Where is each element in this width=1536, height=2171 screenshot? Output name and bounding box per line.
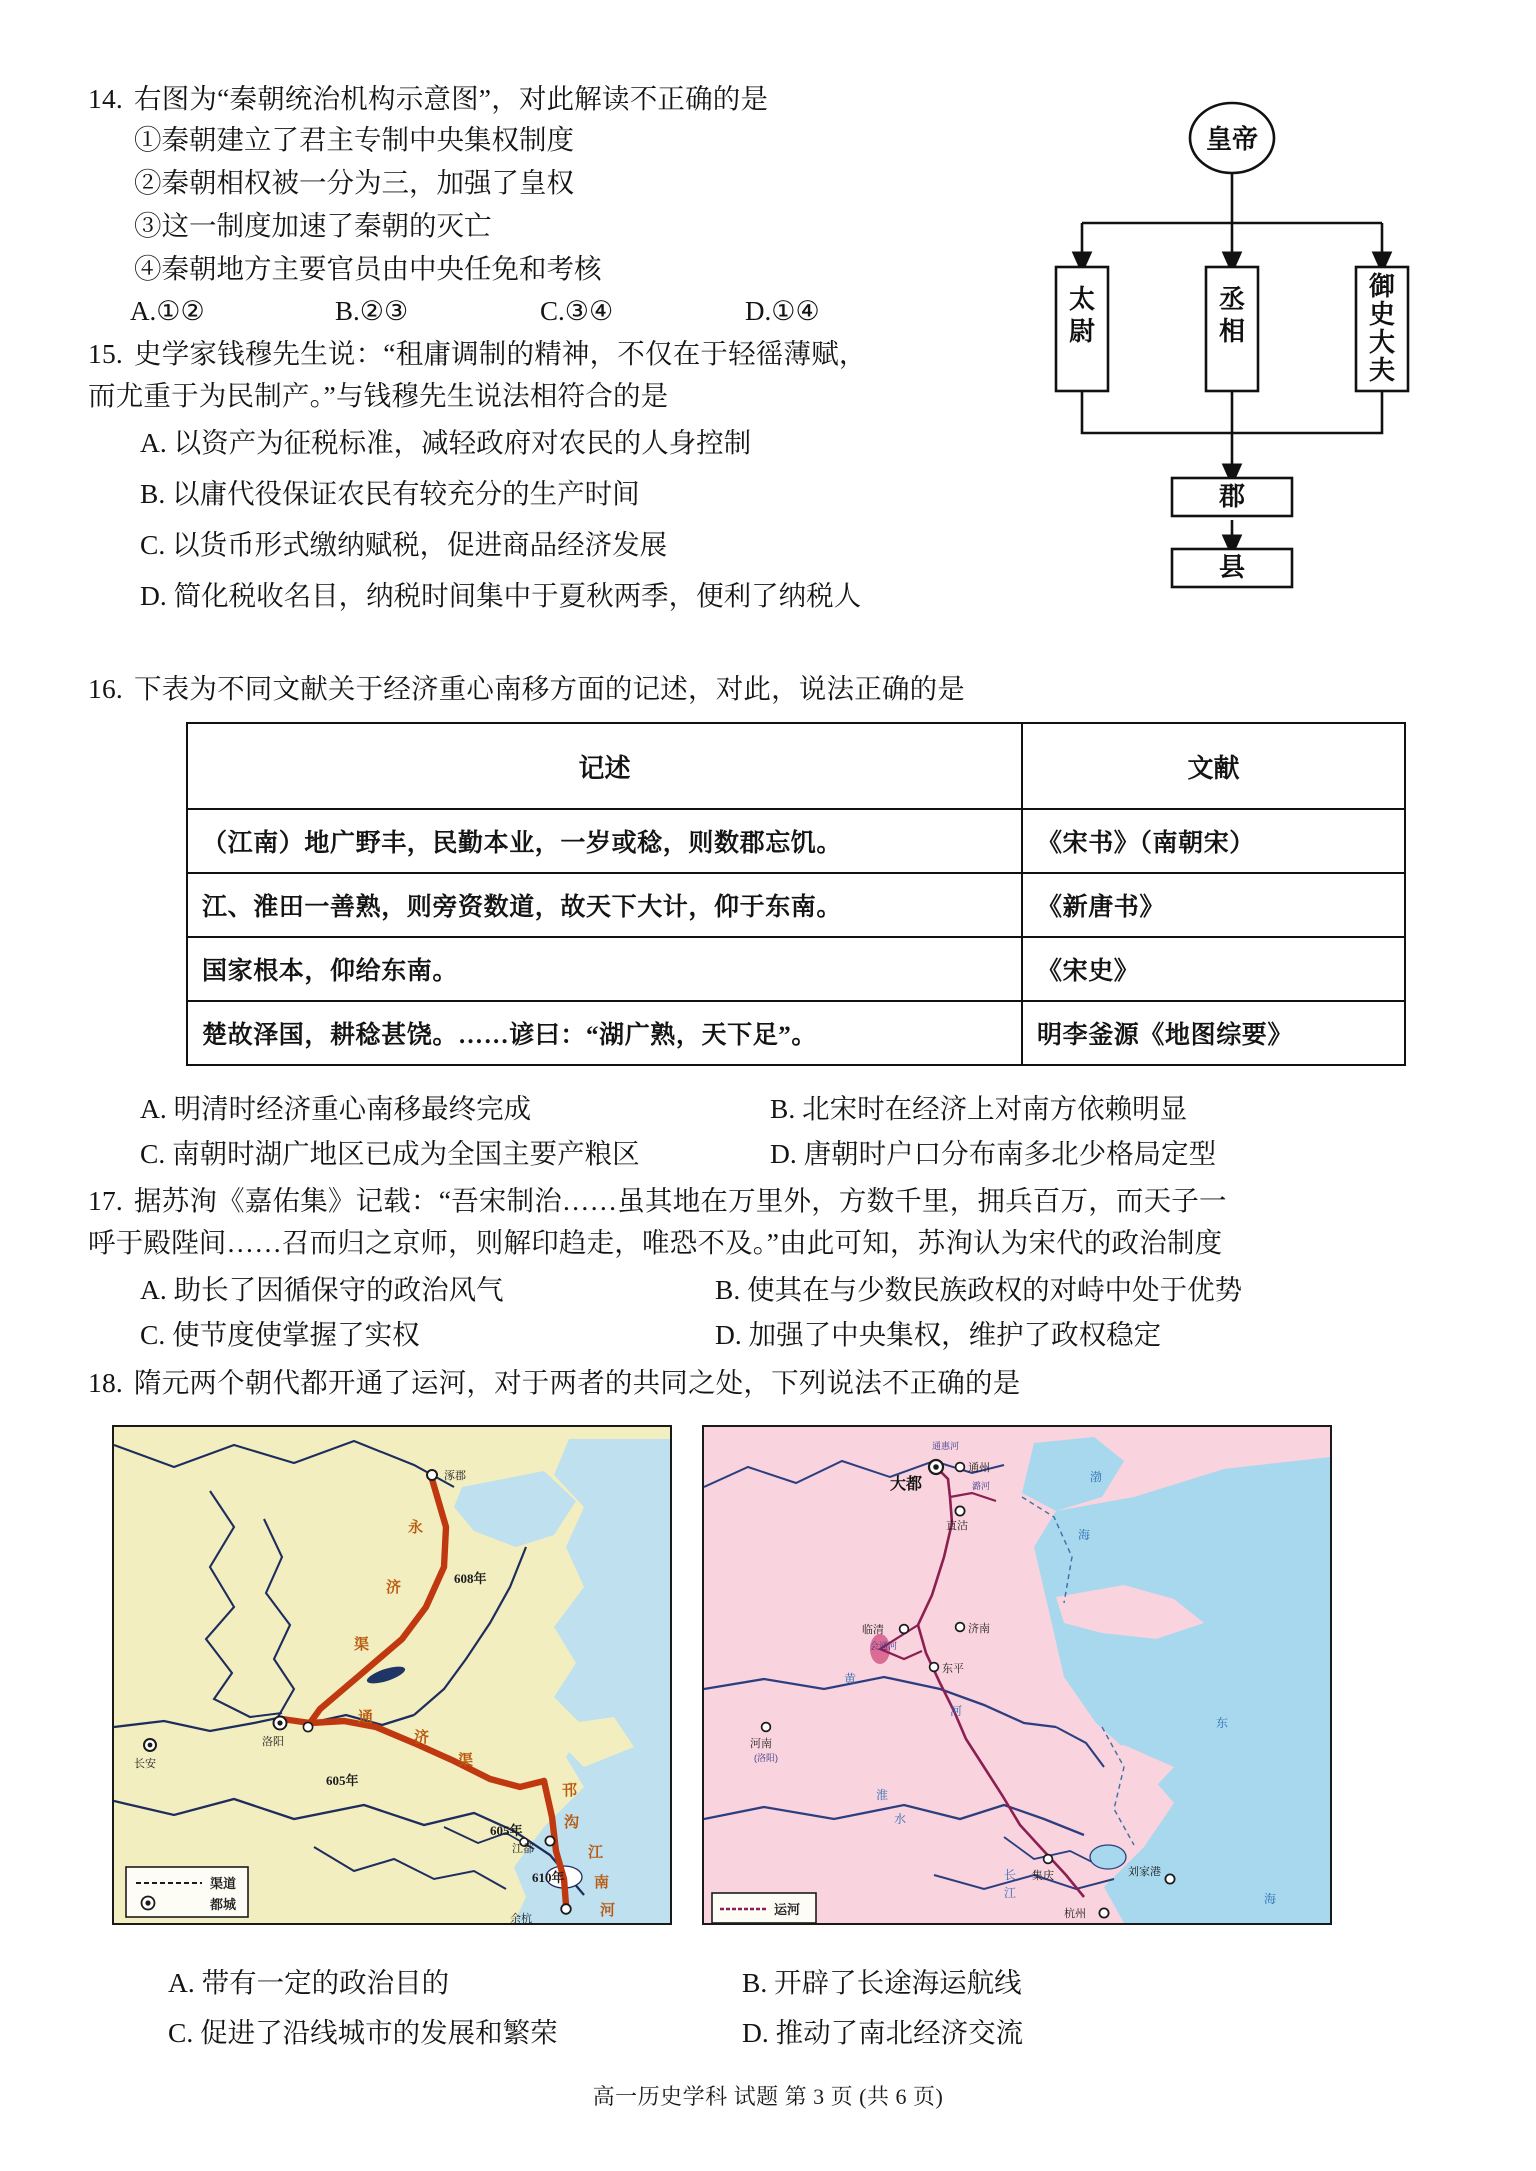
question-16-stem xyxy=(88,668,965,710)
table-row xyxy=(187,809,1405,873)
city-label-hangzhou: 杭州 xyxy=(1064,1908,1086,1920)
question-15-text-1: 史学家钱穆先生说：“租庸调制的精神，不仅在于轻徭薄赋， xyxy=(134,338,867,369)
city-marker-dongping xyxy=(930,1663,939,1672)
question-16-option-d[interactable]: D. 唐朝时户口分布南多北少格局定型 xyxy=(770,1138,1217,1169)
water-label-shui: 水 xyxy=(894,1812,907,1826)
question-15-option-b[interactable]: B. 以庸代役保证农民有较充分的生产时间 xyxy=(140,478,640,509)
question-14-option-b[interactable]: B.②③ xyxy=(335,296,409,326)
qin-government-structure-diagram xyxy=(1020,95,1440,535)
question-17-option-b[interactable]: B. 使其在与少数民族政权的对峙中处于优势 xyxy=(715,1274,1243,1305)
city-label-zhuojun: 涿郡 xyxy=(444,1470,466,1482)
legend-label-canal-yuan: 运河 xyxy=(774,1902,801,1917)
table-header-row xyxy=(187,723,1405,809)
year-label-608: 608年 xyxy=(454,1571,487,1586)
question-14-statement-3: ③这一制度加速了秦朝的灭亡 xyxy=(134,210,492,241)
legend-label-canal: 渠道 xyxy=(210,1876,237,1891)
table-row xyxy=(187,1001,1405,1065)
question-14-option-a[interactable]: A.①② xyxy=(130,296,205,326)
canal-label-tongji-char3: 渠 xyxy=(458,1752,474,1769)
canal-label-huitong: 会通河 xyxy=(870,1641,898,1651)
question-18-option-b[interactable]: B. 开辟了长途海运航线 xyxy=(742,1967,1022,1998)
city-marker-zhigu xyxy=(955,1506,964,1515)
year-label-605-a: 605年 xyxy=(326,1773,359,1788)
question-15-stem-line2: 而尤重于为民制产。”与钱穆先生说法相符合的是 xyxy=(88,380,669,411)
city-marker-jiqing xyxy=(1044,1855,1053,1864)
canal-label-jiangnan-char1: 江 xyxy=(588,1844,604,1861)
city-marker-liujiagang xyxy=(1165,1874,1174,1883)
table-header-record: 记述 xyxy=(187,723,1022,809)
question-17-text-1: 据苏洵《嘉佑集》记载：“吾宋制治……虽其地在万里外，方数千里，拥兵百万，而天子一 xyxy=(134,1185,1227,1216)
question-18-option-c[interactable]: C. 促进了沿线城市的发展和繁荣 xyxy=(168,2017,558,2048)
question-17-option-a[interactable]: A. 助长了因循保守的政治风气 xyxy=(140,1274,504,1305)
canal-label-tongji-char1: 通 xyxy=(358,1709,374,1726)
table-row xyxy=(187,873,1405,937)
legend-label-capital: 都城 xyxy=(210,1897,237,1912)
qin-diagram-county-part xyxy=(1020,520,1440,610)
table-cell-source-3: 《宋史》 xyxy=(1022,937,1405,1001)
table-row xyxy=(187,937,1405,1001)
city-marker-linqing xyxy=(900,1625,909,1634)
city-label-zhigu: 直沽 xyxy=(946,1520,968,1532)
table-cell-record-3: 国家根本，仰给东南。 xyxy=(187,937,1022,1001)
city-label-jiangdu: 江都 xyxy=(512,1843,534,1855)
sui-map-legend xyxy=(126,1867,248,1917)
literature-records-table xyxy=(186,722,1406,1066)
question-17-option-d[interactable]: D. 加强了中央集权，维护了政权稳定 xyxy=(715,1319,1162,1350)
question-18-option-d[interactable]: D. 推动了南北经济交流 xyxy=(742,2017,1024,2048)
city-marker-yuhang xyxy=(561,1904,571,1914)
question-15-stem-line1 xyxy=(88,333,867,375)
water-label-dong: 东 xyxy=(1216,1716,1229,1730)
city-marker-hangzhou xyxy=(1099,1908,1108,1917)
capital-label-dadu: 大都 xyxy=(890,1476,923,1493)
city-marker-tongzhou xyxy=(956,1463,965,1472)
city-label-yuhang: 余杭 xyxy=(510,1913,532,1923)
question-17-option-c[interactable]: C. 使节度使掌握了实权 xyxy=(140,1319,420,1350)
taiwei-label-char1: 太 xyxy=(1068,284,1096,314)
xian-label: 县 xyxy=(1218,552,1246,582)
question-14-option-d[interactable]: D.①④ xyxy=(745,296,820,326)
question-17-stem-line2: 呼于殿陛间……召而归之京师，则解印趋走，唯恐不及。”由此可知，苏洵认为宋代的政治制度 xyxy=(88,1227,1223,1258)
question-14-stem xyxy=(88,78,768,120)
page-footer: 高一历史学科 试题 第 3 页 (共 6 页) xyxy=(592,2084,944,2109)
yushidafu-label-char1: 御 xyxy=(1368,271,1396,301)
table-cell-source-2: 《新唐书》 xyxy=(1022,873,1405,937)
sui-grand-canal-map xyxy=(112,1425,672,1925)
question-18-stem xyxy=(88,1362,1020,1404)
question-14-statement-4: ④秦朝地方主要官员由中央任免和考核 xyxy=(134,253,602,284)
city-label-henan: 河南 xyxy=(750,1738,772,1750)
canal-label-yongji-char2: 济 xyxy=(386,1579,402,1596)
city-label-jiqing: 集庆 xyxy=(1032,1870,1054,1882)
city-label-changan: 长安 xyxy=(134,1758,156,1770)
question-15-option-a[interactable]: A. 以资产为征税标准，减轻政府对农民的人身控制 xyxy=(140,427,752,458)
question-16-option-a[interactable]: A. 明清时经济重心南移最终完成 xyxy=(140,1093,532,1124)
canal-label-jiangnan-char3: 河 xyxy=(600,1902,616,1919)
city-label-tongzhou: 通州 xyxy=(968,1462,990,1474)
question-16-number: 16. xyxy=(88,673,123,704)
jun-label: 郡 xyxy=(1218,481,1246,511)
city-sublabel-luoyang: (洛阳) xyxy=(754,1753,778,1763)
question-15-option-c[interactable]: C. 以货币形式缴纳赋税，促进商品经济发展 xyxy=(140,529,668,560)
city-marker-zhuojun xyxy=(427,1470,437,1480)
question-14-text: 右图为“秦朝统治机构示意图”，对此解读不正确的是 xyxy=(134,83,769,114)
year-label-610: 610年 xyxy=(532,1870,565,1885)
question-15-option-d[interactable]: D. 简化税收名目，纳税时间集中于夏秋两季，便利了纳税人 xyxy=(140,580,862,611)
chengxiang-label-char2: 相 xyxy=(1218,316,1246,346)
city-label-liujiagang: 刘家港 xyxy=(1128,1866,1161,1878)
water-label-jiang: 江 xyxy=(1004,1886,1017,1900)
city-marker-jinan xyxy=(956,1623,965,1632)
question-15-number: 15. xyxy=(88,338,123,369)
canal-label-yongji-char1: 永 xyxy=(408,1519,424,1536)
water-label-huang: 黄 xyxy=(844,1672,857,1686)
question-17-stem-line1 xyxy=(88,1180,1227,1222)
city-label-luoyang: 洛阳 xyxy=(262,1736,284,1748)
yuan-map-legend xyxy=(712,1893,816,1923)
water-label-chang: 长 xyxy=(1004,1868,1017,1882)
question-18-option-a[interactable]: A. 带有一定的政治目的 xyxy=(168,1967,450,1998)
chengxiang-label-char1: 丞 xyxy=(1218,284,1246,314)
canal-label-jiangnan-char2: 南 xyxy=(594,1874,610,1891)
year-label-605-b: 605年 xyxy=(490,1823,523,1838)
city-label-linqing: 临清 xyxy=(862,1624,884,1636)
question-17-number: 17. xyxy=(88,1185,123,1216)
question-16-option-c[interactable]: C. 南朝时湖广地区已成为全国主要产粮区 xyxy=(140,1138,640,1169)
yuan-grand-canal-map xyxy=(702,1425,1332,1925)
table-cell-source-1: 《宋书》（南朝宋） xyxy=(1022,809,1405,873)
table-cell-record-4: 楚故泽国，耕稔甚饶。……谚曰：“湖广熟，天下足”。 xyxy=(187,1001,1022,1065)
canal-label-yongji-char3: 渠 xyxy=(354,1636,370,1653)
city-label-dongping: 东平 xyxy=(942,1663,964,1675)
question-14-statement-2: ②秦朝相权被一分为三，加强了皇权 xyxy=(134,167,574,198)
table-cell-record-2: 江、淮田一善熟，则旁资数道，故天下大计，仰于东南。 xyxy=(187,873,1022,937)
question-16-option-b[interactable]: B. 北宋时在经济上对南方依赖明显 xyxy=(770,1093,1188,1124)
city-marker-henan xyxy=(762,1723,771,1732)
canal-label-tonghui: 通惠河 xyxy=(932,1441,960,1451)
question-14-option-c[interactable]: C.③④ xyxy=(540,296,614,326)
canal-label-hangou-char1: 邗 xyxy=(562,1782,578,1799)
question-18-text: 隋元两个朝代都开通了运河，对于两者的共同之处，下列说法不正确的是 xyxy=(134,1367,1021,1398)
canal-label-hangou-char2: 沟 xyxy=(564,1814,580,1831)
yushidafu-label-char3: 大 xyxy=(1368,327,1396,357)
question-14-options xyxy=(130,291,820,331)
water-label-he: 河 xyxy=(950,1704,963,1718)
water-label-huai: 淮 xyxy=(876,1788,889,1802)
city-label-jinan: 济南 xyxy=(968,1623,990,1635)
question-18-number: 18. xyxy=(88,1367,123,1398)
question-14-number: 14. xyxy=(88,83,123,114)
yushidafu-label-char2: 史 xyxy=(1368,299,1396,329)
canal-label-luhe: 潞河 xyxy=(972,1481,991,1491)
canal-label-tongji-char2: 济 xyxy=(414,1729,430,1746)
question-16-text: 下表为不同文献关于经济重心南移方面的记述，对此，说法正确的是 xyxy=(134,673,965,704)
table-cell-record-1: （江南）地广野丰，民勤本业，一岁或稔，则数郡忘饥。 xyxy=(187,809,1022,873)
table-header-source: 文献 xyxy=(1022,723,1405,809)
table-cell-source-4: 明李釜源《地图综要》 xyxy=(1022,1001,1405,1065)
question-14-statement-1: ①秦朝建立了君主专制中央集权制度 xyxy=(134,124,574,155)
water-label-donghai: 海 xyxy=(1264,1892,1277,1906)
water-label-hai: 海 xyxy=(1078,1528,1091,1542)
water-label-bo: 渤 xyxy=(1090,1470,1103,1484)
yushidafu-label-char4: 夫 xyxy=(1368,355,1396,385)
emperor-label: 皇帝 xyxy=(1205,124,1259,154)
taiwei-label-char2: 尉 xyxy=(1068,316,1096,346)
